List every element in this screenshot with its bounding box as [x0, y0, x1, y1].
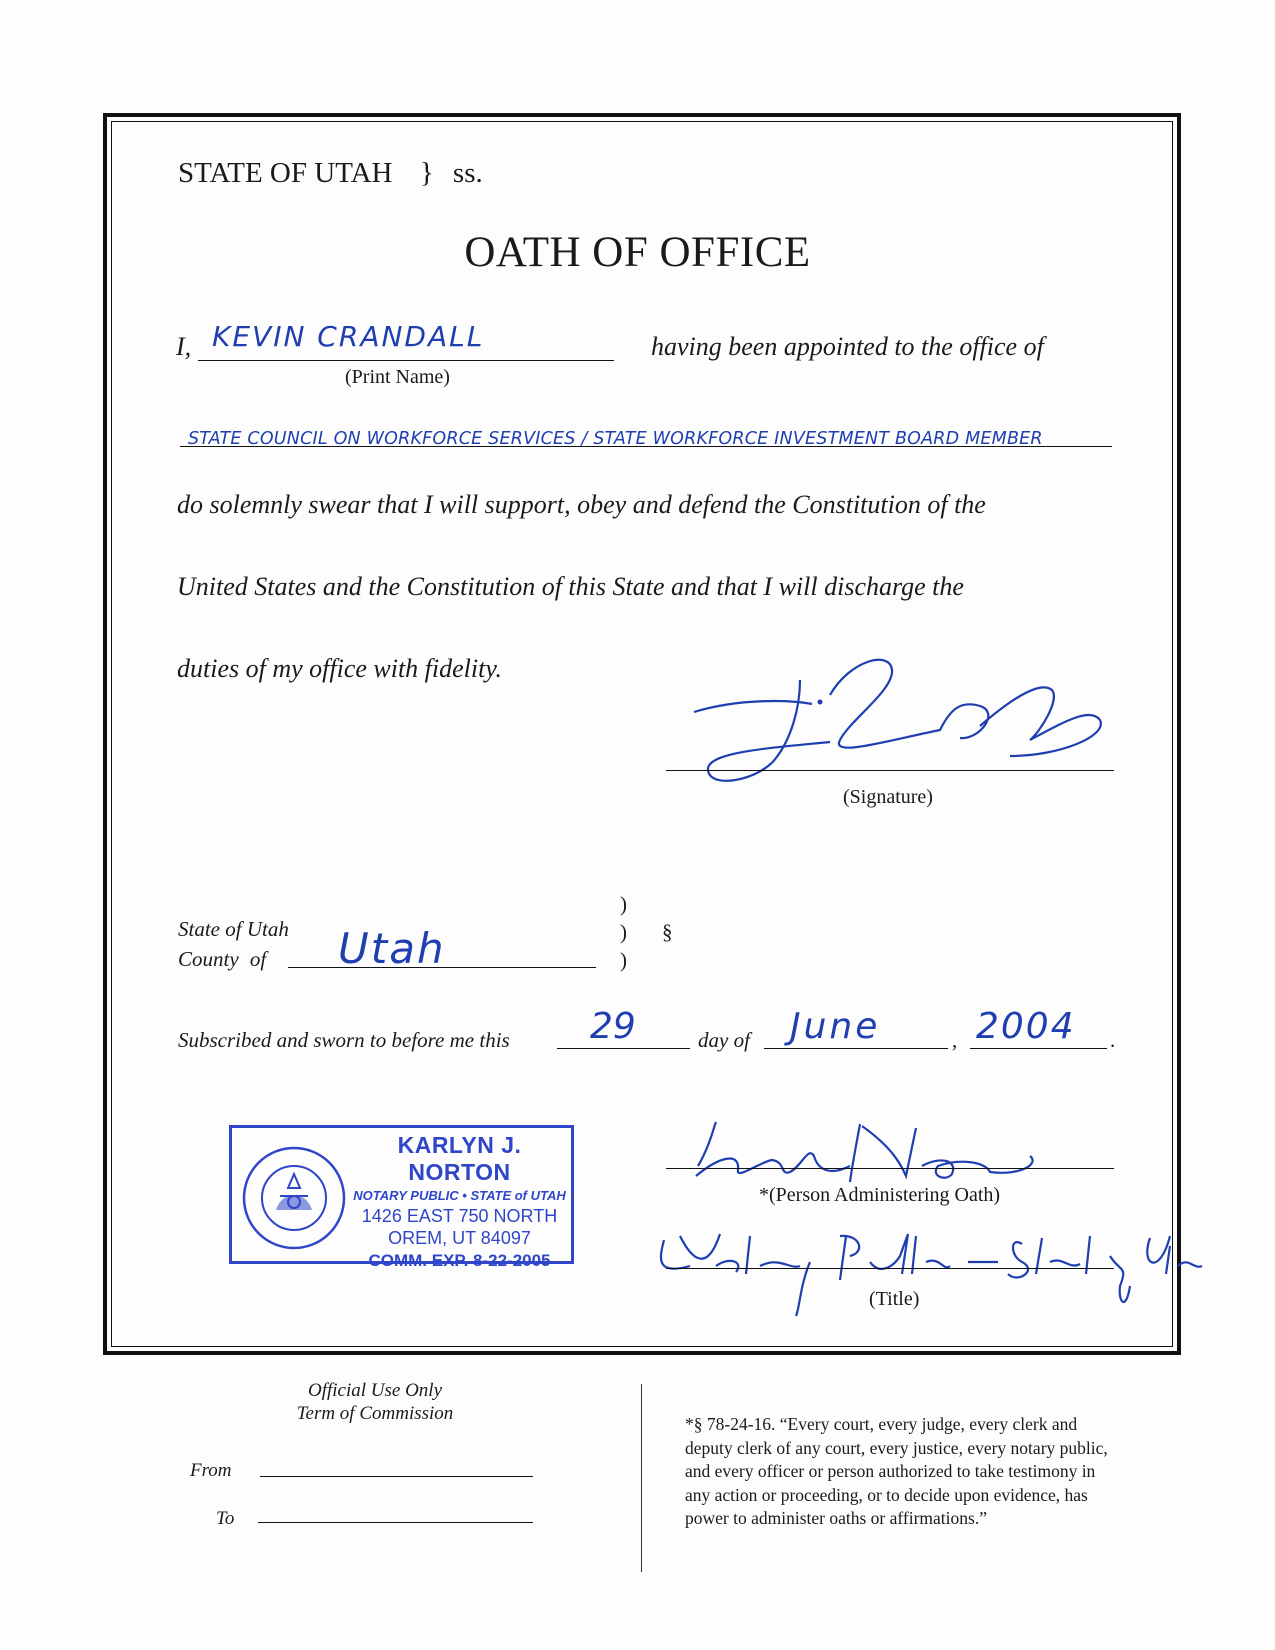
footnote-line-3: and every officer or person authorized to take testimony in: [685, 1461, 1096, 1481]
footnote: [685, 1413, 1108, 1531]
administrator-line: [666, 1168, 1114, 1169]
state-seal-icon: [240, 1144, 348, 1252]
footnote-line-2: deputy clerk of any court, every justice, every notary public,: [685, 1437, 1108, 1458]
office-title: STATE COUNCIL ON WORKFORCE SERVICES / STATE WORKFORCE INVESTMENT BOARD MEMBER: [188, 429, 1043, 449]
title-caption: (Title): [869, 1288, 920, 1310]
date-period: .: [1110, 1028, 1116, 1052]
from-line[interactable]: [260, 1476, 533, 1477]
stamp-text: [352, 1132, 567, 1271]
title-handwriting: [650, 1226, 1210, 1318]
sworn-day: 29: [590, 1006, 636, 1047]
notary-name: KARLYN J. NORTON: [397, 1132, 522, 1185]
ss-label: ss.: [452, 157, 483, 189]
from-label: From: [190, 1460, 232, 1481]
notary-stamp: [229, 1125, 574, 1270]
oath-line-3: duties of my office with fidelity.: [177, 654, 502, 683]
office-line: [180, 446, 1112, 447]
county-value: Utah: [338, 924, 446, 973]
brace: }: [419, 157, 434, 189]
oath-prefix: I,: [176, 332, 192, 361]
sworn-month: June: [790, 1006, 881, 1047]
name-line: [198, 360, 614, 361]
state-header: [178, 157, 483, 190]
sworn-year: 2004: [976, 1006, 1076, 1047]
venue-state: State of Utah: [178, 917, 289, 941]
appointee-signature: [680, 640, 1120, 800]
footnote-line-1: *§ 78-24-16. “Every court, every judge, every clerk and: [685, 1414, 1078, 1434]
appointee-name: KEVIN CRANDALL: [212, 320, 485, 353]
venue-county-label: County of: [178, 947, 267, 971]
signature-line: [666, 770, 1114, 771]
day-of-label: day of: [698, 1028, 750, 1052]
notary-city: OREM, UT 84097: [388, 1228, 531, 1248]
term-heading: Term of Commission: [296, 1403, 454, 1424]
footnote-line-4: any action or proceeding, or to decide upon evidence, has: [685, 1484, 1088, 1505]
oath-line-1: do solemnly swear that I will support, obey and defend the Constitution of the: [177, 490, 986, 519]
footer-divider: [641, 1384, 642, 1572]
footnote-line-5: power to administer oaths or affirmations.”: [685, 1508, 987, 1528]
month-line: [764, 1048, 948, 1049]
signature-caption: (Signature): [843, 786, 933, 808]
year-line: [970, 1048, 1107, 1049]
day-line: [557, 1048, 690, 1049]
page-title: OATH OF OFFICE: [464, 229, 811, 276]
venue-paren-1: ): [620, 892, 627, 916]
administrator-caption: *(Person Administering Oath): [759, 1184, 1001, 1206]
venue-paren-3: ): [620, 948, 627, 972]
notary-commission: COMM. EXP. 8-22-2005: [368, 1251, 551, 1270]
section-symbol: §: [662, 920, 673, 944]
print-name-caption: (Print Name): [345, 366, 450, 388]
notary-subtitle: NOTARY PUBLIC • STATE of UTAH: [353, 1188, 566, 1203]
state-label: STATE OF UTAH: [178, 157, 393, 189]
official-use-heading: Official Use Only: [307, 1380, 443, 1401]
appointed-text: having been appointed to the office of: [651, 332, 1044, 361]
sworn-prefix: Subscribed and sworn to before me this: [178, 1028, 510, 1052]
to-label: To: [216, 1508, 235, 1529]
to-line[interactable]: [258, 1522, 533, 1523]
venue-paren-2: ): [620, 920, 627, 944]
title-line: [666, 1268, 1114, 1269]
date-comma: ,: [952, 1028, 958, 1052]
notary-address: 1426 EAST 750 NORTH: [361, 1206, 558, 1226]
oath-line-2: United States and the Constitution of this State and that I will discharge the: [177, 572, 964, 601]
